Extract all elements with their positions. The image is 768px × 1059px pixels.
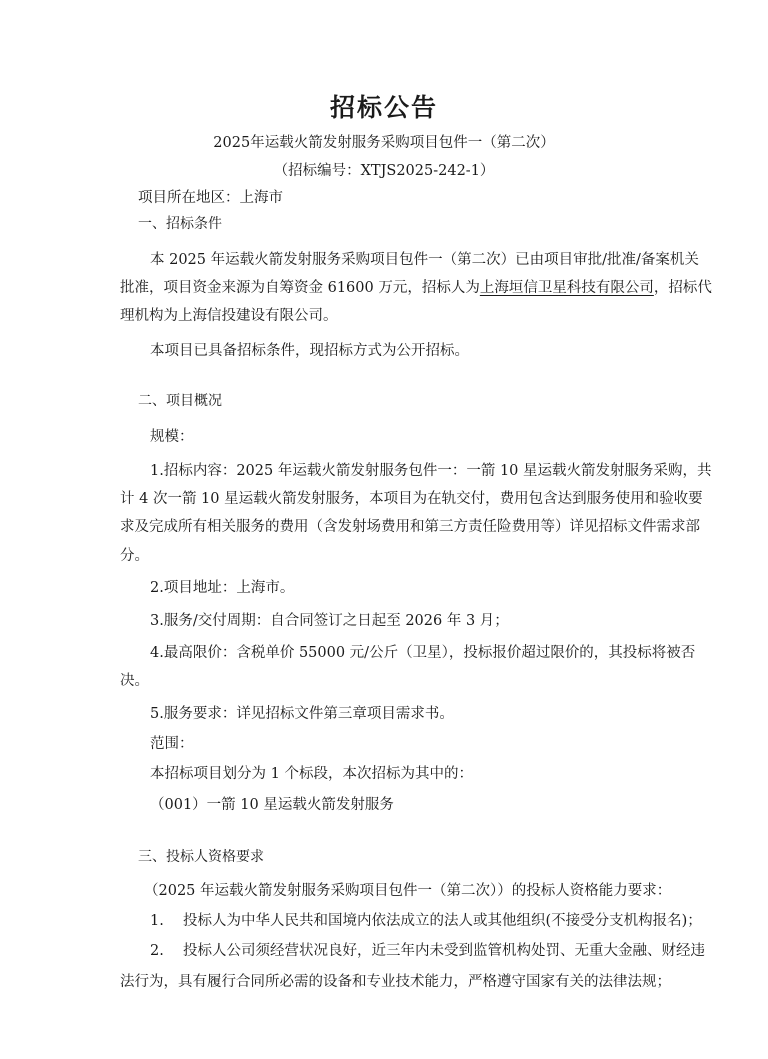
section1-para1-line2-a: 批准，项目资金来源为自筹资金 61600 万元，招标人为 [120,280,480,296]
tenderer-name: 上海垣信卫星科技有限公司 [479,280,654,296]
section2-heading: 二、项目概况 [138,393,222,409]
project-subtitle: 2025年运载火箭发射服务采购项目包件一（第二次） [213,135,555,151]
item1-line1: 1.招标内容：2025 年运载火箭发射服务包件一：一箭 10 星运载火箭发射服务采购，共 [150,463,712,479]
project-location: 项目所在地区：上海市 [138,190,283,206]
item4-line1: 4.最高限价：含税单价 55000 元/公斤（卫星），投标报价超过限价的，其投标将被否 [150,645,696,661]
section1-para1-line2-c: ，招标代 [653,280,712,296]
requirement-1: 1. 投标人为中华人民共和国境内依法成立的法人或其他组织(不接受分支机构报名)； [150,913,702,929]
section3-intro: （2025 年运载火箭发射服务采购项目包件一（第二次））的投标人资格能力要求： [144,883,672,899]
range-label: 范围： [150,736,194,752]
item3: 3.服务/交付周期：自合同签订之日起至 2026 年 3 月； [150,613,509,629]
lots-text: 本招标项目划分为 1 个标段，本次招标为其中的： [150,766,473,782]
bid-number: （招标编号：XTJS2025-242-1） [273,163,495,179]
item4-line2: 决。 [120,673,149,689]
section1-heading: 一、招标条件 [138,216,222,232]
lot-001: （001）一箭 10 星运载火箭发射服务 [150,797,394,813]
section1-para1-line1: 本 2025 年运载火箭发射服务采购项目包件一（第二次）已由项目审批/批准/备案机关 [150,252,699,268]
item1-line3: 求及完成所有相关服务的费用（含发射场费用和第三方责任险费用等）详见招标文件需求部 [120,519,700,535]
item5: 5.服务要求：详见招标文件第三章项目需求书。 [150,706,454,722]
section1-para1-line3: 理机构为上海信投建设有限公司。 [120,308,338,324]
requirement-2-line2: 法行为，具有履行合同所必需的设备和专业技术能力，严格遵守国家有关的法律法规； [120,974,671,990]
item1-line4: 分。 [120,548,149,564]
section1-para1-line2 [120,278,712,298]
item1-line2: 计 4 次一箭 10 星运载火箭发射服务，本项目为在轨交付，费用包含达到服务使用和验收要 [120,491,703,507]
page-title: 招标公告 [329,93,438,122]
item2: 2.项目地址：上海市。 [150,580,295,596]
section3-heading: 三、投标人资格要求 [138,849,264,865]
scale-label: 规模： [150,429,194,445]
section1-para2: 本项目已具备招标条件，现招标方式为公开招标。 [150,343,469,359]
requirement-2-line1: 2. 投标人公司须经营状况良好，近三年内未受到监管机构处罚、无重大金融、财经违 [150,943,705,959]
